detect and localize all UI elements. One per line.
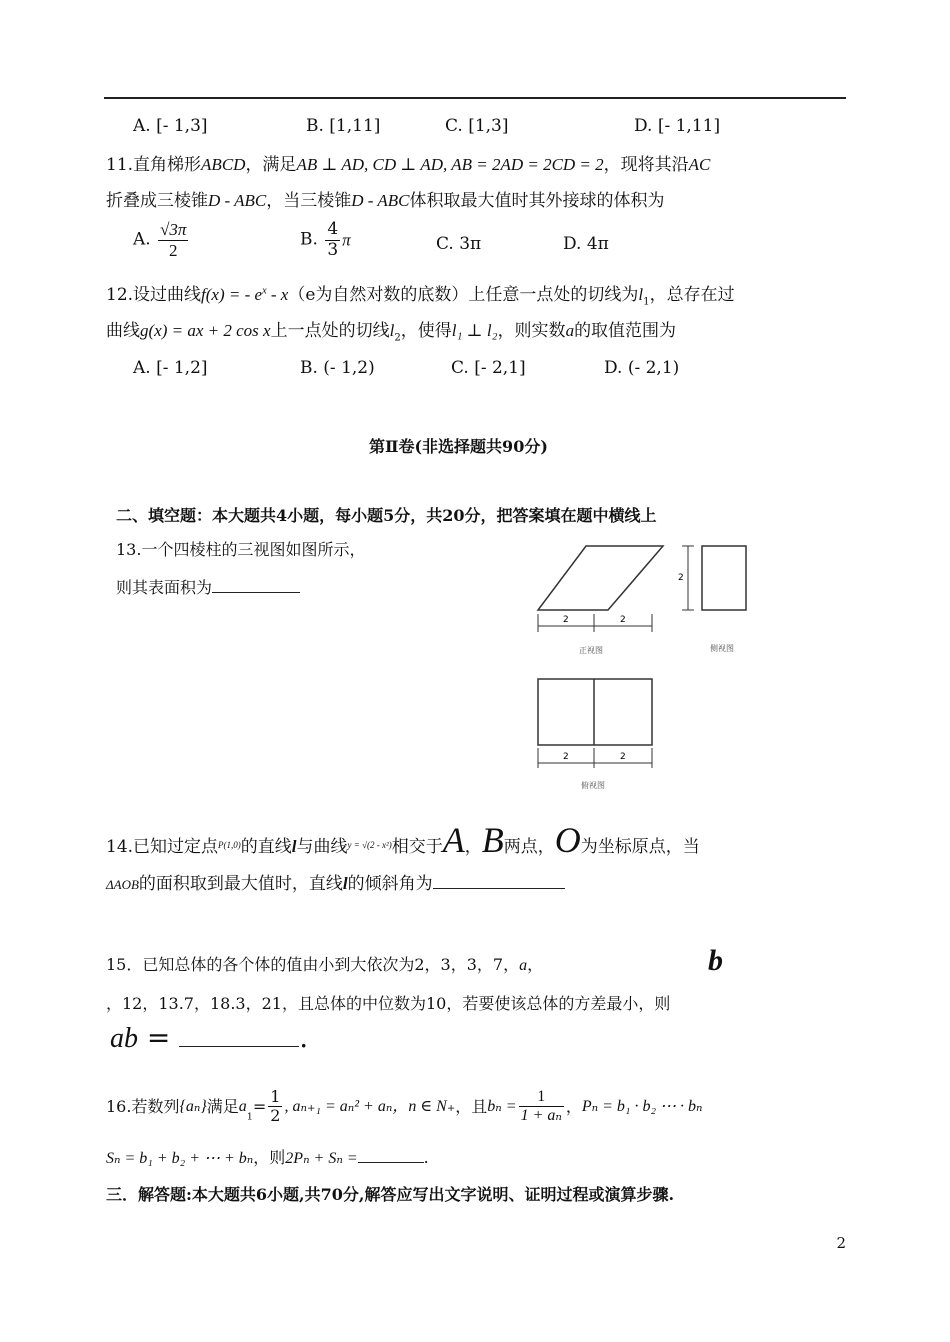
fraction-denominator: 2 xyxy=(270,1106,281,1126)
q11-option-d: D. 4π xyxy=(563,234,609,254)
q12-fx-exponent: x xyxy=(262,285,267,297)
q12-fx: f(x) = - e xyxy=(201,285,263,304)
q11-ac: AC xyxy=(688,155,711,174)
q16-a1: a xyxy=(238,1098,247,1116)
q15-answer-line xyxy=(110,1021,309,1054)
fraction-numerator: 4 xyxy=(327,219,339,239)
q16-expression: 2Pₙ + Sₙ = xyxy=(285,1150,358,1167)
front-view-parallelogram xyxy=(538,546,663,610)
q10-option-c: C. [1,3] xyxy=(445,116,509,136)
q11-text: 折叠成三棱锥 xyxy=(106,191,208,211)
q14-text: 相交于 xyxy=(391,837,443,857)
pi-symbol: π xyxy=(342,230,351,250)
q12-l1-sub: 1 xyxy=(643,296,650,308)
q16-text: 满足 xyxy=(206,1097,239,1117)
q14-line-l: l xyxy=(342,874,348,893)
q10-option-a: A. [- 1,3] xyxy=(133,116,208,136)
q12-text: 的取值范围为 xyxy=(574,321,677,341)
q16-line2 xyxy=(106,1148,429,1167)
q14-line2 xyxy=(106,874,565,893)
q16-bn-fraction xyxy=(519,1088,564,1126)
q14-text: 14.已知过定点 xyxy=(106,837,219,857)
fraction-denominator: 3 xyxy=(327,239,339,260)
q14-text: 为坐标原点，当 xyxy=(580,837,700,857)
q12-l2-sub: 2 xyxy=(394,332,401,344)
q16-a1-sub: 1 xyxy=(246,1111,253,1123)
q14-text: 与曲线 xyxy=(296,837,348,857)
q11-option-c: C. 3π xyxy=(436,234,482,254)
q15-text: ， xyxy=(527,955,544,974)
q16-text: ，且 xyxy=(455,1097,488,1117)
q16-domain: ，n ∈ N₊ xyxy=(392,1098,456,1116)
q15-product: ab xyxy=(110,1023,138,1054)
q13-line1: 13.一个四棱柱的三视图如图所示， xyxy=(116,540,366,559)
q13-answer-blank xyxy=(212,578,300,593)
q12-gx: g(x) = ax + 2 cos x xyxy=(140,321,271,340)
q12-line1 xyxy=(106,286,735,308)
q12-text: 12.设过曲线 xyxy=(106,285,202,305)
q15-period: . xyxy=(299,1021,309,1054)
q15-var-a: a xyxy=(519,957,528,974)
q16-text: 16.若数列 xyxy=(106,1097,180,1117)
fraction-numerator: 1 xyxy=(519,1088,564,1107)
fraction-denominator: 1 + aₙ xyxy=(520,1107,562,1125)
q12-option-b: B. (- 1,2) xyxy=(300,358,375,378)
q14-curve: y = √(2 - x²) xyxy=(347,840,392,850)
q12-option-d: D. (- 2,1) xyxy=(604,358,680,378)
dim-label: 2 xyxy=(563,752,569,762)
q16-text: ，则 xyxy=(253,1148,286,1167)
q14-line-l: l xyxy=(291,837,297,856)
q11-condition: AB ⊥ AD, CD ⊥ AD, AB = 2AD = 2CD = 2 xyxy=(296,155,604,174)
q11-option-label: A. xyxy=(133,229,151,250)
q12-text: 上一点处的切线 xyxy=(270,321,390,341)
dim-label: 2 xyxy=(678,573,684,583)
fraction-numerator: 1 xyxy=(270,1087,281,1106)
q14-text: ， xyxy=(464,837,482,857)
q14-text: 的面积取到最大值时，直线 xyxy=(138,874,343,894)
part2-heading: 二、填空题：本大题共4小题，每小题5分，共20分，把答案填在题中横线上 xyxy=(116,506,657,525)
q11-tetra: D - ABC xyxy=(208,191,267,210)
header-rule xyxy=(104,97,846,99)
q11-option-label: B. xyxy=(300,229,318,250)
q16-recurrence: , aₙ₊₁ = aₙ² + aₙ xyxy=(284,1098,393,1116)
q11-option-b-fraction xyxy=(325,220,340,260)
front-view-figure xyxy=(530,540,665,660)
side-view-figure xyxy=(672,540,752,640)
q10-option-b: B. [1,11] xyxy=(306,116,381,136)
q15-text: 15．已知总体的各个体的值由小到大依次为2，3，3，7， xyxy=(106,955,520,974)
q14-text: 的直线 xyxy=(240,837,292,857)
section-title: 第Ⅱ卷(非选择题共90分) xyxy=(369,437,548,456)
q16-half xyxy=(268,1088,282,1126)
top-view-figure xyxy=(530,674,665,774)
q15-line1 xyxy=(106,957,543,974)
q15-line2: ，12，13.7，18.3，21，且总体的中位数为10，若要使该总体的方差最小，则 xyxy=(106,994,671,1013)
fraction-denominator: 2 xyxy=(169,240,178,260)
q12-fx-tail: - x xyxy=(266,285,289,304)
q14-triangle: ΔAOB xyxy=(106,877,139,892)
q11-text: ，现将其沿 xyxy=(603,155,689,175)
fraction-numerator: √3π xyxy=(160,220,187,239)
q12-option-c: C. [- 2,1] xyxy=(451,358,526,378)
part3-heading: 三．解答题:本大题共6小题,共70分,解答应写出文字说明、证明过程或演算步骤. xyxy=(106,1185,675,1204)
q16-sequence: {aₙ} xyxy=(179,1098,207,1116)
q15-answer-blank xyxy=(179,1026,299,1047)
q11-abcd: ABCD xyxy=(201,155,246,174)
front-view-caption: 正视图 xyxy=(579,646,603,655)
q14-fixed-point: P(1,0) xyxy=(218,840,241,850)
q10-option-d: D. [- 1,11] xyxy=(634,116,721,136)
q16-period: . xyxy=(423,1148,429,1167)
q16-eq: = xyxy=(252,1097,267,1117)
page-number: 2 xyxy=(836,1234,846,1252)
q12-text: ，则实数 xyxy=(497,321,566,341)
q16-line1 xyxy=(106,1088,703,1126)
q16-bn: bₙ = xyxy=(487,1098,517,1116)
q11-text: ，满足 xyxy=(245,155,297,175)
q14-line1 xyxy=(106,822,700,858)
q11-text: 体积取最大值时其外接球的体积为 xyxy=(409,191,665,211)
top-view-caption: 俯视图 xyxy=(581,781,605,790)
q11-line1 xyxy=(106,156,710,174)
q12-text: （e为自然对数的底数）上任意一点处的切线为 xyxy=(288,285,639,305)
q12-perp: l₁ ⊥ l₂ xyxy=(451,321,498,340)
q14-text: 两点， xyxy=(503,837,555,857)
q12-text: ，总存在过 xyxy=(649,285,735,305)
q15-equals: = xyxy=(146,1021,171,1054)
q11-text: ，当三棱锥 xyxy=(266,191,352,211)
q13-line2 xyxy=(116,578,300,596)
q11-option-a xyxy=(133,220,190,260)
q11-option-b xyxy=(300,220,351,260)
dim-label: 2 xyxy=(620,615,626,625)
q14-point-o: O xyxy=(554,820,581,860)
q13-text: 则其表面积为 xyxy=(116,578,213,597)
q12-a: a xyxy=(565,321,575,340)
q11-option-a-fraction xyxy=(158,220,188,260)
q14-point-a: A xyxy=(442,820,465,860)
q14-point-b: B xyxy=(481,820,504,860)
q12-l2: l xyxy=(389,321,395,340)
top-view-rect xyxy=(538,679,652,745)
dim-label: 2 xyxy=(563,615,569,625)
q16-text: ， xyxy=(565,1097,582,1117)
q14-text: 的倾斜角为 xyxy=(347,874,433,894)
q11-text: 11.直角梯形 xyxy=(106,155,202,175)
side-view-caption: 侧视图 xyxy=(710,644,734,653)
q16-sn: Sₙ = b₁ + b₂ + ⋯ + bₙ xyxy=(106,1150,254,1167)
q12-line2 xyxy=(106,322,676,344)
q12-option-a: A. [- 1,2] xyxy=(133,358,208,378)
q12-text: ，使得 xyxy=(400,321,452,341)
q15-var-b: b xyxy=(708,944,723,977)
q16-answer-blank xyxy=(358,1148,424,1163)
q12-text: 曲线 xyxy=(106,321,140,341)
q14-answer-blank xyxy=(433,874,565,889)
q11-line2 xyxy=(106,192,665,210)
q11-tetra: D - ABC xyxy=(351,191,410,210)
dim-label: 2 xyxy=(620,752,626,762)
q12-l1: l xyxy=(638,285,644,304)
side-view-rect xyxy=(702,546,746,610)
q16-pn: Pₙ = b₁ · b₂ ⋯ · bₙ xyxy=(581,1098,703,1116)
